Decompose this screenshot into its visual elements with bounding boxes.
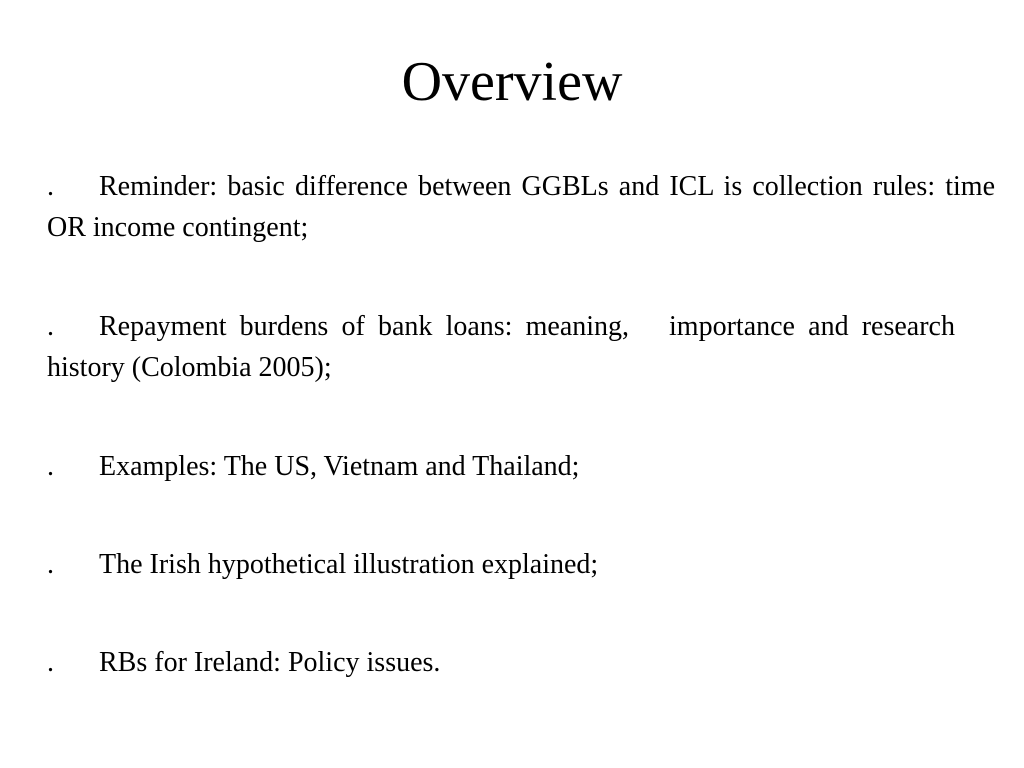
slide-title: Overview <box>401 51 623 113</box>
bullet-item-rbs-ireland <box>47 642 995 683</box>
bullet-item-irish-illustration <box>47 544 995 585</box>
bullet-text: Reminder: basic difference between GGBLs and ICL is collection rules: time OR income contingent; <box>47 171 995 243</box>
bullet-text-part2: importance and research <box>669 311 955 342</box>
bullet-marker: . <box>47 549 54 580</box>
bullet-item-repayment-burdens <box>47 306 995 388</box>
bullet-marker: . <box>47 451 54 482</box>
bullet-marker: . <box>47 171 54 202</box>
bullet-marker: . <box>47 311 54 342</box>
bullet-text-part1: Repayment burdens of bank loans: meaning, <box>99 311 630 342</box>
bullet-item-reminder <box>47 166 995 248</box>
bullet-text: The Irish hypothetical illustration explained; <box>99 549 599 580</box>
bullet-text-part3: history (Colombia 2005); <box>47 352 332 383</box>
bullet-item-examples <box>47 446 995 487</box>
bullet-text: Examples: The US, Vietnam and Thailand; <box>99 451 580 482</box>
bullet-marker: . <box>47 647 54 678</box>
bullet-text: RBs for Ireland: Policy issues. <box>99 647 441 678</box>
